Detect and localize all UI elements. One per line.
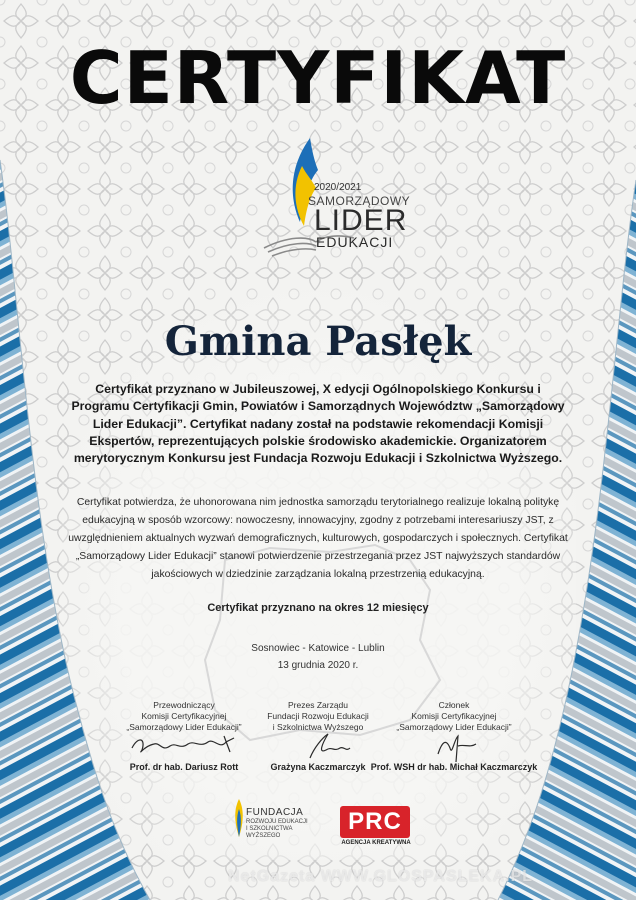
signatory-role: Komisji Certyfikacyjnej [141,711,227,721]
validity-period: Certyfikat przyznano na okres 12 miesięcy [207,602,429,614]
prc-logo [340,806,412,850]
samorzadowy-lider-edukacji-logo [258,130,411,260]
prc-logo-subtitle: AGENCJA KREATYWNA [341,840,411,846]
fundacja-flame-icon [232,797,246,841]
issue-date: 13 grudnia 2020 r. [277,660,359,671]
signatory-role: „Samorządowy Lider Edukacji” [126,722,242,732]
fundacja-subtitle-line: ROZWOJU EDUKACJI [246,819,308,825]
fundacja-name: FUNDACJA [246,807,304,818]
certificate-title: CERTYFIKAT [69,36,567,120]
signatory-name: Grażyna Kaczmarczyk [270,762,366,772]
main-paragraph: Certyfikat przyznano w Jubileuszowej, X edycji Ogólnopolskiego Konkursu i Programu Certyfikacji Gmin, Powiatów i Samorządnych Województw „Samorządowy Lider Edukacji”. Certyfikat nadany został na podstawie rekomendacji Komisji Ekspertów, reprezentujących polskie środowisko akademickie. Organizatorem merytorycznym Konkursu jest Fundacja Rozwoju Edukacji i Szkolnictwa Wyższego. [71,382,565,466]
signatory-role: Prezes Zarządu [288,700,348,710]
signature-block-member [354,700,554,772]
fundacja-subtitle [246,819,322,840]
signatory-role: Komisji Certyfikacyjnej [411,711,497,721]
logo-edukacji: EDUKACJI [316,234,394,250]
signatory-role: Fundacji Rozwoju Edukacji [267,711,369,721]
fundacja-logo [232,797,322,841]
recipient-name: Gmina Pasłęk [164,318,472,365]
logo-lider: LIDER [314,204,408,237]
fundacja-subtitle-line: I SZKOLNICTWA WYŻSZEGO [246,826,293,839]
signatory-role: Przewodniczący [153,700,215,710]
prc-logo-mark: PRC [340,806,410,838]
place-and-date [0,640,636,674]
issue-place: Sosnowiec - Katowice - Lublin [251,643,385,654]
signatory-name: Prof. WSH dr hab. Michał Kaczmarczyk [370,762,538,772]
handwritten-signature [354,728,554,762]
watermark: NetGazeta WWW.GLOSPASLEKA.PL [228,868,534,885]
secondary-paragraph: Certyfikat potwierdza, że uhonorowana nim jednostka samorządu terytorialnego realizuje lokalną politykę edukacyjną w sposób wzorcowy: nowoczesny, innowacyjny, zgodny z potrzebami interesariuszy JST, z uwzględnieniem aktualnych wyzwań demograficznych, kulturowych, gospodarczych i społecznych. Certyfikat „Samorządowy Lider Edukacji” stanowi potwierdzenie przestrzegania przez JST najwyższych standardów jakościowych w dziedzinie zarządzania lokalną przestrzenią edukacyjną. [68,497,568,580]
signatory-role: Członek [438,700,470,710]
signatory-role: i Szkolnictwa Wyższego [272,722,364,732]
logo-year: 2020/2021 [314,182,362,193]
signatory-name: Prof. dr hab. Dariusz Rott [129,762,239,772]
logo-samorzadowy: SAMORZĄDOWY [308,194,411,208]
signatory-role: „Samorządowy Lider Edukacji” [396,722,512,732]
